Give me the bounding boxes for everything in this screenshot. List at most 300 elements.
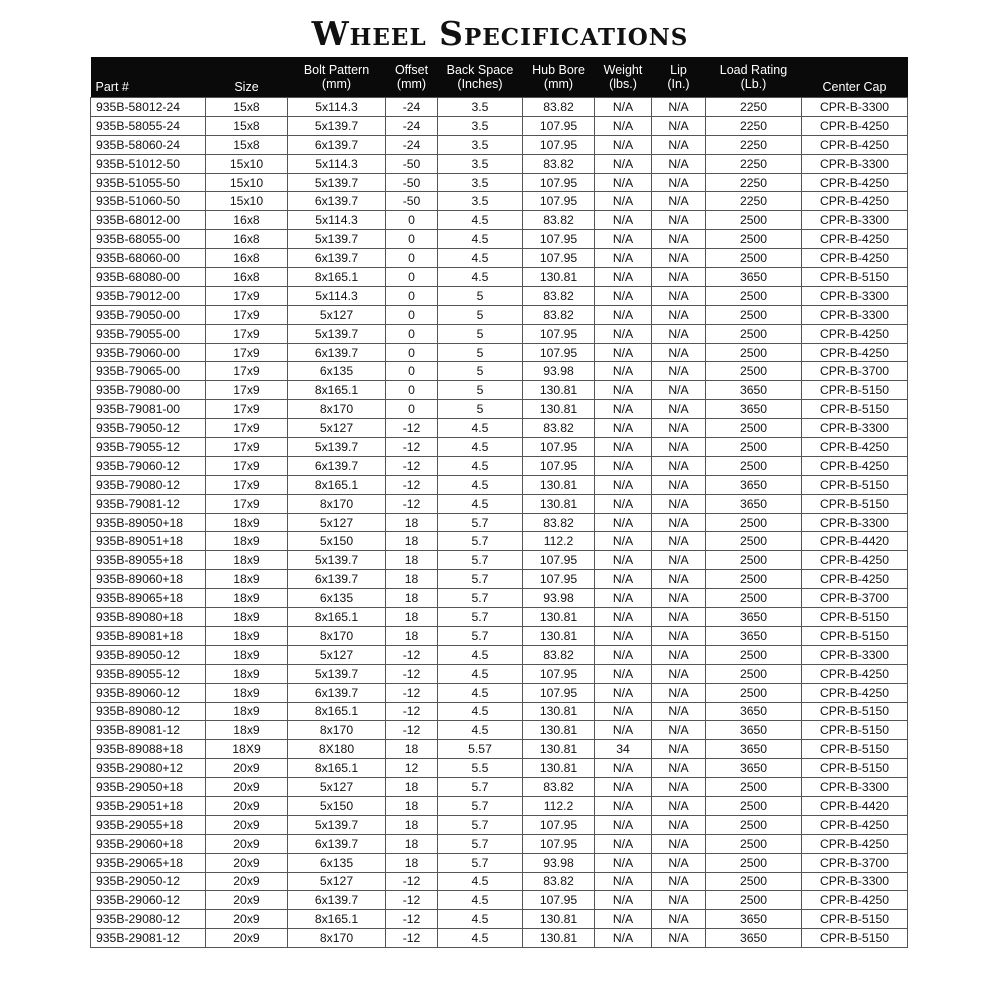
- size-cell: 20x9: [206, 891, 288, 910]
- load-rating-cell: 2500: [706, 249, 802, 268]
- hub-bore-cell: 93.98: [523, 589, 595, 608]
- offset-cell: -12: [386, 419, 438, 438]
- part-number-cell: 935B-79012-00: [91, 286, 206, 305]
- lip-cell: N/A: [652, 815, 706, 834]
- size-cell: 18X9: [206, 740, 288, 759]
- center-cap-cell: CPR-B-5150: [802, 268, 908, 287]
- weight-cell: N/A: [595, 589, 652, 608]
- load-rating-cell: 2500: [706, 551, 802, 570]
- part-number-cell: 935B-51012-50: [91, 154, 206, 173]
- column-header-back-space: Back Space (Inches): [438, 57, 523, 98]
- table-row: [91, 513, 908, 532]
- hub-bore-cell: 107.95: [523, 570, 595, 589]
- hub-bore-cell: 130.81: [523, 740, 595, 759]
- center-cap-cell: CPR-B-5150: [802, 759, 908, 778]
- table-header: [91, 57, 908, 98]
- lip-cell: N/A: [652, 702, 706, 721]
- center-cap-cell: CPR-B-5150: [802, 475, 908, 494]
- page-title: Wheel Specifications: [311, 14, 689, 53]
- part-number-cell: 935B-29060-12: [91, 891, 206, 910]
- size-cell: 17x9: [206, 324, 288, 343]
- back-space-cell: 5.5: [438, 759, 523, 778]
- lip-cell: N/A: [652, 230, 706, 249]
- weight-cell: N/A: [595, 626, 652, 645]
- part-number-cell: 935B-79060-00: [91, 343, 206, 362]
- part-number-cell: 935B-29080-12: [91, 910, 206, 929]
- lip-cell: N/A: [652, 249, 706, 268]
- back-space-cell: 4.5: [438, 664, 523, 683]
- bolt-pattern-cell: 8x170: [288, 721, 386, 740]
- center-cap-cell: CPR-B-4250: [802, 173, 908, 192]
- load-rating-cell: 2500: [706, 532, 802, 551]
- bolt-pattern-cell: 6x139.7: [288, 343, 386, 362]
- weight-cell: N/A: [595, 532, 652, 551]
- load-rating-cell: 2500: [706, 362, 802, 381]
- hub-bore-cell: 130.81: [523, 702, 595, 721]
- table-row: [91, 154, 908, 173]
- load-rating-cell: 2500: [706, 645, 802, 664]
- weight-cell: N/A: [595, 381, 652, 400]
- center-cap-cell: CPR-B-4250: [802, 116, 908, 135]
- hub-bore-cell: 83.82: [523, 211, 595, 230]
- hub-bore-cell: 107.95: [523, 891, 595, 910]
- offset-cell: 12: [386, 759, 438, 778]
- size-cell: 20x9: [206, 910, 288, 929]
- back-space-cell: 5.7: [438, 513, 523, 532]
- lip-cell: N/A: [652, 343, 706, 362]
- size-cell: 16x8: [206, 211, 288, 230]
- offset-cell: 18: [386, 589, 438, 608]
- load-rating-cell: 3650: [706, 740, 802, 759]
- offset-cell: 18: [386, 626, 438, 645]
- weight-cell: N/A: [595, 891, 652, 910]
- hub-bore-cell: 107.95: [523, 456, 595, 475]
- load-rating-cell: 3650: [706, 608, 802, 627]
- load-rating-cell: 3650: [706, 721, 802, 740]
- bolt-pattern-cell: 5x139.7: [288, 230, 386, 249]
- weight-cell: N/A: [595, 721, 652, 740]
- back-space-cell: 4.5: [438, 475, 523, 494]
- lip-cell: N/A: [652, 362, 706, 381]
- center-cap-cell: CPR-B-4250: [802, 135, 908, 154]
- weight-cell: N/A: [595, 456, 652, 475]
- weight-cell: N/A: [595, 702, 652, 721]
- offset-cell: -12: [386, 721, 438, 740]
- center-cap-cell: CPR-B-3300: [802, 305, 908, 324]
- hub-bore-cell: 130.81: [523, 721, 595, 740]
- lip-cell: N/A: [652, 759, 706, 778]
- center-cap-cell: CPR-B-5150: [802, 494, 908, 513]
- bolt-pattern-cell: 5x139.7: [288, 815, 386, 834]
- center-cap-cell: CPR-B-5150: [802, 381, 908, 400]
- offset-cell: 0: [386, 343, 438, 362]
- load-rating-cell: 2500: [706, 513, 802, 532]
- hub-bore-cell: 93.98: [523, 362, 595, 381]
- size-cell: 18x9: [206, 589, 288, 608]
- weight-cell: N/A: [595, 192, 652, 211]
- offset-cell: 0: [386, 362, 438, 381]
- lip-cell: N/A: [652, 438, 706, 457]
- weight-cell: N/A: [595, 419, 652, 438]
- table-row: [91, 796, 908, 815]
- size-cell: 15x8: [206, 98, 288, 117]
- hub-bore-cell: 130.81: [523, 494, 595, 513]
- column-header-hub-bore: Hub Bore (mm): [523, 57, 595, 98]
- column-header-part: Part #: [91, 57, 206, 98]
- back-space-cell: 5: [438, 362, 523, 381]
- part-number-cell: 935B-79055-12: [91, 438, 206, 457]
- center-cap-cell: CPR-B-4250: [802, 249, 908, 268]
- size-cell: 17x9: [206, 494, 288, 513]
- center-cap-cell: CPR-B-5150: [802, 929, 908, 948]
- bolt-pattern-cell: 8x165.1: [288, 381, 386, 400]
- size-cell: 17x9: [206, 305, 288, 324]
- offset-cell: -12: [386, 702, 438, 721]
- size-cell: 18x9: [206, 664, 288, 683]
- bolt-pattern-cell: 6x135: [288, 853, 386, 872]
- hub-bore-cell: 130.81: [523, 910, 595, 929]
- load-rating-cell: 2500: [706, 324, 802, 343]
- load-rating-cell: 2500: [706, 664, 802, 683]
- bolt-pattern-cell: 5x127: [288, 513, 386, 532]
- back-space-cell: 5.7: [438, 608, 523, 627]
- offset-cell: -12: [386, 929, 438, 948]
- offset-cell: -50: [386, 192, 438, 211]
- bolt-pattern-cell: 5x139.7: [288, 438, 386, 457]
- weight-cell: N/A: [595, 683, 652, 702]
- size-cell: 18x9: [206, 683, 288, 702]
- weight-cell: N/A: [595, 475, 652, 494]
- hub-bore-cell: 107.95: [523, 173, 595, 192]
- table-row: [91, 683, 908, 702]
- offset-cell: 18: [386, 513, 438, 532]
- lip-cell: N/A: [652, 381, 706, 400]
- load-rating-cell: 3650: [706, 494, 802, 513]
- part-number-cell: 935B-29051+18: [91, 796, 206, 815]
- back-space-cell: 5.7: [438, 532, 523, 551]
- offset-cell: -24: [386, 116, 438, 135]
- load-rating-cell: 2500: [706, 438, 802, 457]
- weight-cell: N/A: [595, 645, 652, 664]
- load-rating-cell: 3650: [706, 910, 802, 929]
- bolt-pattern-cell: 8x165.1: [288, 475, 386, 494]
- table-row: [91, 551, 908, 570]
- bolt-pattern-cell: 5x127: [288, 645, 386, 664]
- weight-cell: N/A: [595, 853, 652, 872]
- part-number-cell: 935B-89051+18: [91, 532, 206, 551]
- size-cell: 16x8: [206, 268, 288, 287]
- hub-bore-cell: 83.82: [523, 778, 595, 797]
- center-cap-cell: CPR-B-3300: [802, 419, 908, 438]
- lip-cell: N/A: [652, 116, 706, 135]
- weight-cell: N/A: [595, 834, 652, 853]
- part-number-cell: 935B-29055+18: [91, 815, 206, 834]
- weight-cell: N/A: [595, 116, 652, 135]
- table-row: [91, 721, 908, 740]
- hub-bore-cell: 130.81: [523, 759, 595, 778]
- table-row: [91, 286, 908, 305]
- bolt-pattern-cell: 8x165.1: [288, 910, 386, 929]
- table-row: [91, 910, 908, 929]
- column-header-offset: Offset (mm): [386, 57, 438, 98]
- back-space-cell: 3.5: [438, 98, 523, 117]
- part-number-cell: 935B-79080-12: [91, 475, 206, 494]
- hub-bore-cell: 107.95: [523, 192, 595, 211]
- weight-cell: N/A: [595, 154, 652, 173]
- center-cap-cell: CPR-B-4250: [802, 551, 908, 570]
- offset-cell: 0: [386, 305, 438, 324]
- table-row: [91, 362, 908, 381]
- bolt-pattern-cell: 6x139.7: [288, 249, 386, 268]
- size-cell: 20x9: [206, 796, 288, 815]
- table-row: [91, 815, 908, 834]
- bolt-pattern-cell: 6x135: [288, 362, 386, 381]
- table-row: [91, 929, 908, 948]
- back-space-cell: 5.7: [438, 778, 523, 797]
- back-space-cell: 4.5: [438, 910, 523, 929]
- part-number-cell: 935B-79050-00: [91, 305, 206, 324]
- offset-cell: -24: [386, 98, 438, 117]
- hub-bore-cell: 107.95: [523, 834, 595, 853]
- size-cell: 16x8: [206, 249, 288, 268]
- center-cap-cell: CPR-B-4250: [802, 891, 908, 910]
- back-space-cell: 5.57: [438, 740, 523, 759]
- lip-cell: N/A: [652, 154, 706, 173]
- center-cap-cell: CPR-B-3300: [802, 778, 908, 797]
- offset-cell: -24: [386, 135, 438, 154]
- offset-cell: -50: [386, 154, 438, 173]
- bolt-pattern-cell: 5x127: [288, 305, 386, 324]
- back-space-cell: 5.7: [438, 589, 523, 608]
- hub-bore-cell: 107.95: [523, 438, 595, 457]
- size-cell: 15x10: [206, 192, 288, 211]
- bolt-pattern-cell: 5x139.7: [288, 116, 386, 135]
- bolt-pattern-cell: 6x139.7: [288, 135, 386, 154]
- size-cell: 20x9: [206, 815, 288, 834]
- offset-cell: -50: [386, 173, 438, 192]
- lip-cell: N/A: [652, 853, 706, 872]
- lip-cell: N/A: [652, 211, 706, 230]
- table-row: [91, 381, 908, 400]
- load-rating-cell: 2250: [706, 154, 802, 173]
- back-space-cell: 4.5: [438, 721, 523, 740]
- size-cell: 16x8: [206, 230, 288, 249]
- column-header-center-cap: Center Cap: [802, 57, 908, 98]
- load-rating-cell: 2500: [706, 419, 802, 438]
- weight-cell: N/A: [595, 551, 652, 570]
- center-cap-cell: CPR-B-3700: [802, 853, 908, 872]
- part-number-cell: 935B-79081-00: [91, 400, 206, 419]
- hub-bore-cell: 83.82: [523, 154, 595, 173]
- load-rating-cell: 3650: [706, 702, 802, 721]
- back-space-cell: 3.5: [438, 116, 523, 135]
- weight-cell: N/A: [595, 778, 652, 797]
- table-row: [91, 192, 908, 211]
- lip-cell: N/A: [652, 929, 706, 948]
- table-row: [91, 400, 908, 419]
- part-number-cell: 935B-51055-50: [91, 173, 206, 192]
- part-number-cell: 935B-29081-12: [91, 929, 206, 948]
- part-number-cell: 935B-89081+18: [91, 626, 206, 645]
- table-row: [91, 98, 908, 117]
- table-row: [91, 834, 908, 853]
- back-space-cell: 4.5: [438, 438, 523, 457]
- hub-bore-cell: 130.81: [523, 608, 595, 627]
- lip-cell: N/A: [652, 494, 706, 513]
- size-cell: 18x9: [206, 532, 288, 551]
- offset-cell: 18: [386, 796, 438, 815]
- weight-cell: N/A: [595, 872, 652, 891]
- part-number-cell: 935B-79050-12: [91, 419, 206, 438]
- size-cell: 20x9: [206, 778, 288, 797]
- size-cell: 20x9: [206, 872, 288, 891]
- part-number-cell: 935B-79055-00: [91, 324, 206, 343]
- center-cap-cell: CPR-B-4250: [802, 324, 908, 343]
- back-space-cell: 4.5: [438, 645, 523, 664]
- load-rating-cell: 3650: [706, 475, 802, 494]
- weight-cell: N/A: [595, 268, 652, 287]
- center-cap-cell: CPR-B-4250: [802, 230, 908, 249]
- offset-cell: 0: [386, 381, 438, 400]
- lip-cell: N/A: [652, 796, 706, 815]
- load-rating-cell: 3650: [706, 268, 802, 287]
- center-cap-cell: CPR-B-4250: [802, 815, 908, 834]
- center-cap-cell: CPR-B-5150: [802, 740, 908, 759]
- part-number-cell: 935B-89055+18: [91, 551, 206, 570]
- hub-bore-cell: 107.95: [523, 815, 595, 834]
- bolt-pattern-cell: 6x139.7: [288, 683, 386, 702]
- size-cell: 18x9: [206, 645, 288, 664]
- table-row: [91, 664, 908, 683]
- hub-bore-cell: 83.82: [523, 645, 595, 664]
- load-rating-cell: 2500: [706, 891, 802, 910]
- weight-cell: N/A: [595, 910, 652, 929]
- hub-bore-cell: 107.95: [523, 230, 595, 249]
- back-space-cell: 4.5: [438, 683, 523, 702]
- part-number-cell: 935B-89060-12: [91, 683, 206, 702]
- offset-cell: -12: [386, 872, 438, 891]
- weight-cell: N/A: [595, 249, 652, 268]
- table-row: [91, 249, 908, 268]
- table-row: [91, 419, 908, 438]
- center-cap-cell: CPR-B-3300: [802, 98, 908, 117]
- bolt-pattern-cell: 8x165.1: [288, 608, 386, 627]
- center-cap-cell: CPR-B-5150: [802, 910, 908, 929]
- back-space-cell: 4.5: [438, 929, 523, 948]
- table-row: [91, 645, 908, 664]
- hub-bore-cell: 83.82: [523, 872, 595, 891]
- offset-cell: -12: [386, 891, 438, 910]
- back-space-cell: 5.7: [438, 853, 523, 872]
- bolt-pattern-cell: 5x150: [288, 796, 386, 815]
- table-row: [91, 570, 908, 589]
- part-number-cell: 935B-89050-12: [91, 645, 206, 664]
- hub-bore-cell: 107.95: [523, 664, 595, 683]
- center-cap-cell: CPR-B-4420: [802, 532, 908, 551]
- hub-bore-cell: 107.95: [523, 116, 595, 135]
- table-row: [91, 173, 908, 192]
- lip-cell: N/A: [652, 645, 706, 664]
- lip-cell: N/A: [652, 305, 706, 324]
- offset-cell: 18: [386, 532, 438, 551]
- lip-cell: N/A: [652, 513, 706, 532]
- bolt-pattern-cell: 5x127: [288, 872, 386, 891]
- weight-cell: N/A: [595, 494, 652, 513]
- hub-bore-cell: 107.95: [523, 343, 595, 362]
- center-cap-cell: CPR-B-3300: [802, 645, 908, 664]
- part-number-cell: 935B-79065-00: [91, 362, 206, 381]
- lip-cell: N/A: [652, 589, 706, 608]
- offset-cell: -12: [386, 664, 438, 683]
- size-cell: 17x9: [206, 343, 288, 362]
- bolt-pattern-cell: 5x139.7: [288, 173, 386, 192]
- offset-cell: -12: [386, 456, 438, 475]
- size-cell: 17x9: [206, 475, 288, 494]
- size-cell: 18x9: [206, 721, 288, 740]
- table-row: [91, 456, 908, 475]
- part-number-cell: 935B-68080-00: [91, 268, 206, 287]
- load-rating-cell: 2500: [706, 211, 802, 230]
- offset-cell: -12: [386, 683, 438, 702]
- size-cell: 18x9: [206, 570, 288, 589]
- weight-cell: N/A: [595, 230, 652, 249]
- offset-cell: 18: [386, 551, 438, 570]
- center-cap-cell: CPR-B-5150: [802, 702, 908, 721]
- back-space-cell: 4.5: [438, 249, 523, 268]
- load-rating-cell: 2500: [706, 343, 802, 362]
- hub-bore-cell: 112.2: [523, 532, 595, 551]
- load-rating-cell: 2500: [706, 853, 802, 872]
- center-cap-cell: CPR-B-3700: [802, 362, 908, 381]
- table-row: [91, 343, 908, 362]
- center-cap-cell: CPR-B-3300: [802, 211, 908, 230]
- weight-cell: N/A: [595, 929, 652, 948]
- offset-cell: 18: [386, 570, 438, 589]
- bolt-pattern-cell: 8x170: [288, 626, 386, 645]
- hub-bore-cell: 107.95: [523, 683, 595, 702]
- bolt-pattern-cell: 6x139.7: [288, 570, 386, 589]
- lip-cell: N/A: [652, 551, 706, 570]
- back-space-cell: 5: [438, 286, 523, 305]
- center-cap-cell: CPR-B-4250: [802, 683, 908, 702]
- center-cap-cell: CPR-B-4250: [802, 456, 908, 475]
- bolt-pattern-cell: 8X180: [288, 740, 386, 759]
- load-rating-cell: 2500: [706, 683, 802, 702]
- load-rating-cell: 2500: [706, 796, 802, 815]
- center-cap-cell: CPR-B-4250: [802, 664, 908, 683]
- hub-bore-cell: 130.81: [523, 381, 595, 400]
- center-cap-cell: CPR-B-4250: [802, 438, 908, 457]
- lip-cell: N/A: [652, 891, 706, 910]
- table-row: [91, 872, 908, 891]
- bolt-pattern-cell: 8x165.1: [288, 702, 386, 721]
- lip-cell: N/A: [652, 608, 706, 627]
- table-row: [91, 211, 908, 230]
- hub-bore-cell: 107.95: [523, 551, 595, 570]
- bolt-pattern-cell: 6x135: [288, 589, 386, 608]
- part-number-cell: 935B-58012-24: [91, 98, 206, 117]
- size-cell: 17x9: [206, 381, 288, 400]
- back-space-cell: 4.5: [438, 456, 523, 475]
- weight-cell: N/A: [595, 286, 652, 305]
- lip-cell: N/A: [652, 268, 706, 287]
- weight-cell: N/A: [595, 362, 652, 381]
- size-cell: 18x9: [206, 513, 288, 532]
- load-rating-cell: 2250: [706, 135, 802, 154]
- hub-bore-cell: 83.82: [523, 286, 595, 305]
- offset-cell: 18: [386, 778, 438, 797]
- size-cell: 20x9: [206, 759, 288, 778]
